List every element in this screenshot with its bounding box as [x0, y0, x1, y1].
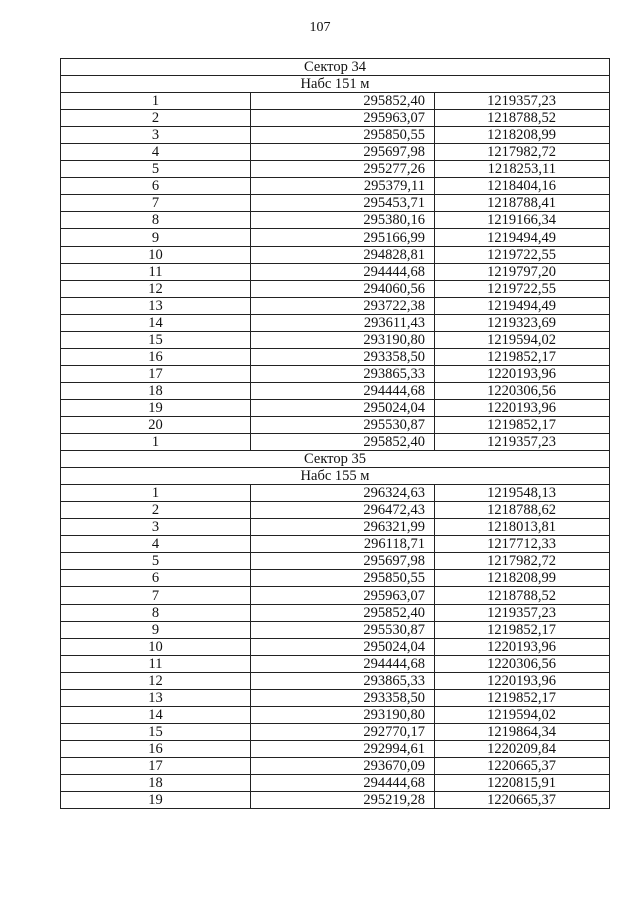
table-row	[61, 723, 610, 740]
y-coordinate-cell: 1217982,72	[435, 553, 610, 570]
table-row	[61, 416, 610, 433]
point-number-cell: 14	[61, 706, 251, 723]
sector-title: Сектор 35	[61, 451, 610, 468]
y-coordinate-cell: 1218788,52	[435, 587, 610, 604]
x-coordinate-cell: 293611,43	[251, 314, 435, 331]
table-row	[61, 178, 610, 195]
y-coordinate-cell: 1218208,99	[435, 127, 610, 144]
sector-height-row	[61, 468, 610, 485]
y-coordinate-cell: 1220193,96	[435, 638, 610, 655]
x-coordinate-cell: 292994,61	[251, 740, 435, 757]
table-row	[61, 127, 610, 144]
point-number-cell: 11	[61, 655, 251, 672]
point-number-cell: 7	[61, 195, 251, 212]
table-row	[61, 212, 610, 229]
x-coordinate-cell: 293865,33	[251, 365, 435, 382]
y-coordinate-cell: 1218788,52	[435, 110, 610, 127]
y-coordinate-cell: 1218788,62	[435, 502, 610, 519]
table-row	[61, 399, 610, 416]
table-row	[61, 740, 610, 757]
point-number-cell: 8	[61, 212, 251, 229]
y-coordinate-cell: 1217712,33	[435, 536, 610, 553]
y-coordinate-cell: 1219357,23	[435, 434, 610, 451]
y-coordinate-cell: 1220193,96	[435, 672, 610, 689]
table-row	[61, 689, 610, 706]
point-number-cell: 12	[61, 280, 251, 297]
y-coordinate-cell: 1220193,96	[435, 365, 610, 382]
table-row	[61, 655, 610, 672]
point-number-cell: 5	[61, 553, 251, 570]
table-row	[61, 672, 610, 689]
x-coordinate-cell: 295850,55	[251, 570, 435, 587]
point-number-cell: 1	[61, 485, 251, 502]
x-coordinate-cell: 295166,99	[251, 229, 435, 246]
table-row	[61, 348, 610, 365]
table-row	[61, 144, 610, 161]
point-number-cell: 2	[61, 502, 251, 519]
y-coordinate-cell: 1220306,56	[435, 655, 610, 672]
y-coordinate-cell: 1218013,81	[435, 519, 610, 536]
x-coordinate-cell: 295530,87	[251, 621, 435, 638]
x-coordinate-cell: 292770,17	[251, 723, 435, 740]
sector-title-row	[61, 59, 610, 76]
point-number-cell: 3	[61, 519, 251, 536]
table-row	[61, 314, 610, 331]
y-coordinate-cell: 1220306,56	[435, 382, 610, 399]
table-row	[61, 553, 610, 570]
x-coordinate-cell: 293358,50	[251, 348, 435, 365]
x-coordinate-cell: 296472,43	[251, 502, 435, 519]
y-coordinate-cell: 1219852,17	[435, 689, 610, 706]
sector-height: Набс 151 м	[61, 76, 610, 93]
y-coordinate-cell: 1219494,49	[435, 297, 610, 314]
table-row	[61, 587, 610, 604]
x-coordinate-cell: 295453,71	[251, 195, 435, 212]
y-coordinate-cell: 1218208,99	[435, 570, 610, 587]
x-coordinate-cell: 295852,40	[251, 604, 435, 621]
x-coordinate-cell: 295024,04	[251, 399, 435, 416]
point-number-cell: 18	[61, 774, 251, 791]
x-coordinate-cell: 295024,04	[251, 638, 435, 655]
point-number-cell: 9	[61, 621, 251, 638]
coordinates-table	[60, 58, 610, 809]
point-number-cell: 13	[61, 689, 251, 706]
x-coordinate-cell: 294444,68	[251, 382, 435, 399]
point-number-cell: 6	[61, 570, 251, 587]
sector-height-row	[61, 76, 610, 93]
table-row	[61, 195, 610, 212]
point-number-cell: 6	[61, 178, 251, 195]
x-coordinate-cell: 295379,11	[251, 178, 435, 195]
x-coordinate-cell: 296324,63	[251, 485, 435, 502]
y-coordinate-cell: 1219357,23	[435, 604, 610, 621]
point-number-cell: 1	[61, 434, 251, 451]
y-coordinate-cell: 1219548,13	[435, 485, 610, 502]
point-number-cell: 2	[61, 110, 251, 127]
table-row	[61, 570, 610, 587]
y-coordinate-cell: 1219722,55	[435, 246, 610, 263]
y-coordinate-cell: 1218404,16	[435, 178, 610, 195]
x-coordinate-cell: 293190,80	[251, 331, 435, 348]
point-number-cell: 17	[61, 365, 251, 382]
x-coordinate-cell: 295963,07	[251, 110, 435, 127]
x-coordinate-cell: 293190,80	[251, 706, 435, 723]
sector-title-row	[61, 451, 610, 468]
x-coordinate-cell: 294444,68	[251, 263, 435, 280]
table-row	[61, 792, 610, 809]
x-coordinate-cell: 295380,16	[251, 212, 435, 229]
x-coordinate-cell: 295852,40	[251, 434, 435, 451]
x-coordinate-cell: 293722,38	[251, 297, 435, 314]
table-row	[61, 382, 610, 399]
x-coordinate-cell: 294444,68	[251, 655, 435, 672]
table-row	[61, 485, 610, 502]
point-number-cell: 4	[61, 144, 251, 161]
x-coordinate-cell: 295963,07	[251, 587, 435, 604]
y-coordinate-cell: 1219852,17	[435, 348, 610, 365]
table-row	[61, 161, 610, 178]
table-row	[61, 93, 610, 110]
sector-title: Сектор 34	[61, 59, 610, 76]
point-number-cell: 16	[61, 740, 251, 757]
y-coordinate-cell: 1219797,20	[435, 263, 610, 280]
y-coordinate-cell: 1219594,02	[435, 706, 610, 723]
point-number-cell: 4	[61, 536, 251, 553]
y-coordinate-cell: 1220193,96	[435, 399, 610, 416]
y-coordinate-cell: 1218253,11	[435, 161, 610, 178]
x-coordinate-cell: 295850,55	[251, 127, 435, 144]
x-coordinate-cell: 293865,33	[251, 672, 435, 689]
table-row	[61, 706, 610, 723]
sector-height: Набс 155 м	[61, 468, 610, 485]
x-coordinate-cell: 295852,40	[251, 93, 435, 110]
y-coordinate-cell: 1219594,02	[435, 331, 610, 348]
table-row	[61, 774, 610, 791]
x-coordinate-cell: 295219,28	[251, 792, 435, 809]
point-number-cell: 14	[61, 314, 251, 331]
x-coordinate-cell: 293670,09	[251, 757, 435, 774]
coordinates-table-body	[61, 59, 610, 809]
point-number-cell: 7	[61, 587, 251, 604]
point-number-cell: 17	[61, 757, 251, 774]
point-number-cell: 12	[61, 672, 251, 689]
table-row	[61, 434, 610, 451]
y-coordinate-cell: 1219864,34	[435, 723, 610, 740]
x-coordinate-cell: 295697,98	[251, 144, 435, 161]
table-row	[61, 757, 610, 774]
x-coordinate-cell: 295530,87	[251, 416, 435, 433]
y-coordinate-cell: 1218788,41	[435, 195, 610, 212]
y-coordinate-cell: 1220665,37	[435, 792, 610, 809]
point-number-cell: 10	[61, 638, 251, 655]
point-number-cell: 19	[61, 792, 251, 809]
y-coordinate-cell: 1219166,34	[435, 212, 610, 229]
x-coordinate-cell: 294444,68	[251, 774, 435, 791]
point-number-cell: 1	[61, 93, 251, 110]
x-coordinate-cell: 293358,50	[251, 689, 435, 706]
table-row	[61, 519, 610, 536]
point-number-cell: 9	[61, 229, 251, 246]
table-row	[61, 246, 610, 263]
x-coordinate-cell: 296321,99	[251, 519, 435, 536]
y-coordinate-cell: 1220815,91	[435, 774, 610, 791]
table-row	[61, 110, 610, 127]
table-row	[61, 638, 610, 655]
x-coordinate-cell: 294828,81	[251, 246, 435, 263]
y-coordinate-cell: 1217982,72	[435, 144, 610, 161]
y-coordinate-cell: 1219722,55	[435, 280, 610, 297]
table-row	[61, 331, 610, 348]
point-number-cell: 15	[61, 331, 251, 348]
x-coordinate-cell: 296118,71	[251, 536, 435, 553]
y-coordinate-cell: 1219852,17	[435, 416, 610, 433]
point-number-cell: 3	[61, 127, 251, 144]
point-number-cell: 18	[61, 382, 251, 399]
x-coordinate-cell: 295277,26	[251, 161, 435, 178]
table-row	[61, 365, 610, 382]
y-coordinate-cell: 1220209,84	[435, 740, 610, 757]
table-row	[61, 297, 610, 314]
table-row	[61, 280, 610, 297]
y-coordinate-cell: 1219357,23	[435, 93, 610, 110]
point-number-cell: 11	[61, 263, 251, 280]
table-row	[61, 621, 610, 638]
table-row	[61, 536, 610, 553]
x-coordinate-cell: 295697,98	[251, 553, 435, 570]
table-row	[61, 502, 610, 519]
table-row	[61, 229, 610, 246]
point-number-cell: 10	[61, 246, 251, 263]
point-number-cell: 20	[61, 416, 251, 433]
y-coordinate-cell: 1219494,49	[435, 229, 610, 246]
table-row	[61, 604, 610, 621]
point-number-cell: 16	[61, 348, 251, 365]
point-number-cell: 19	[61, 399, 251, 416]
table-row	[61, 263, 610, 280]
point-number-cell: 8	[61, 604, 251, 621]
page-number: 107	[309, 20, 331, 35]
y-coordinate-cell: 1220665,37	[435, 757, 610, 774]
y-coordinate-cell: 1219852,17	[435, 621, 610, 638]
point-number-cell: 15	[61, 723, 251, 740]
x-coordinate-cell: 294060,56	[251, 280, 435, 297]
point-number-cell: 13	[61, 297, 251, 314]
y-coordinate-cell: 1219323,69	[435, 314, 610, 331]
point-number-cell: 5	[61, 161, 251, 178]
